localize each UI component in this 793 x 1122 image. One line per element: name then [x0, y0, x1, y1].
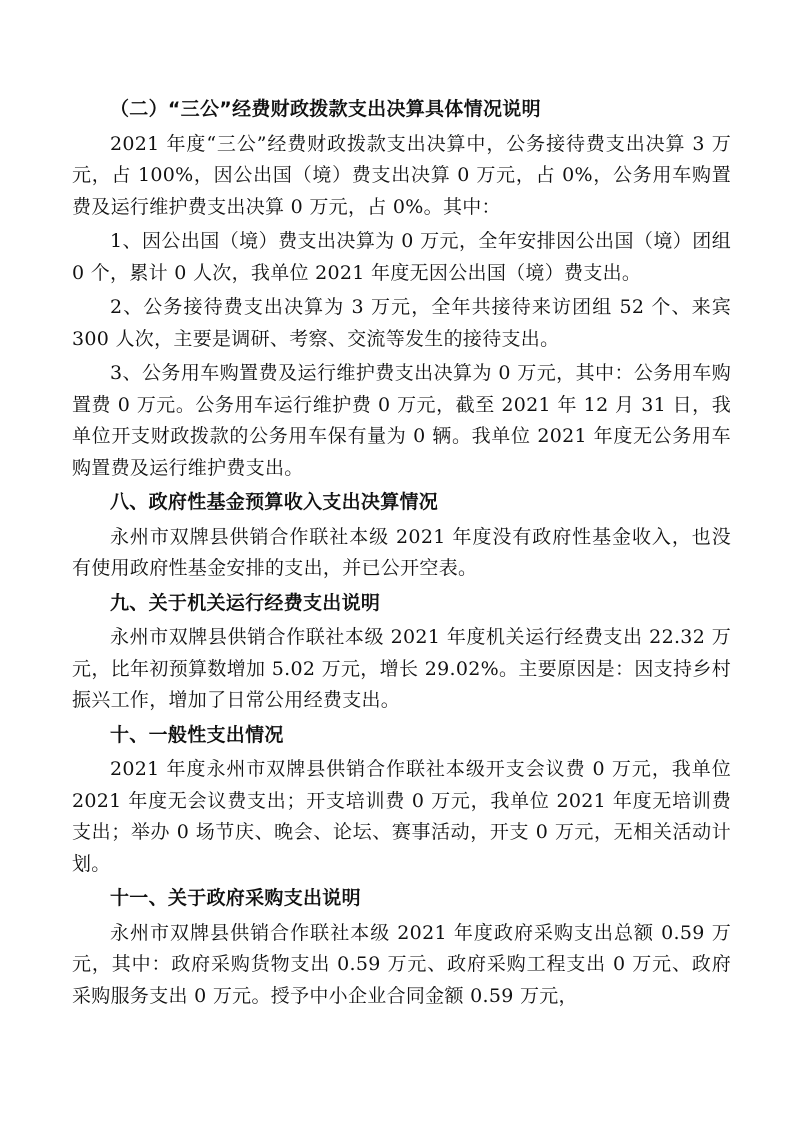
paragraph-reception-expenses: 2、公务接待费支出决算为 3 万元，全年共接待来访团组 52 个、来宾 300 人次，主要是调研、考察、交流等发生的接待支出。: [72, 296, 731, 350]
paragraph-three-public-summary: 2021 年度“三公”经费财政拨款支出决算中，公务接待费支出决算 3 万元，占 100%，因公出国（境）费支出决算 0 万元，占 0%，公务用车购置费及运行维护费支出决算 0 万元，占 0%。其中：: [72, 132, 731, 218]
paragraph-overseas-expenses: 1、因公出国（境）费支出决算为 0 万元，全年安排因公出国（境）团组 0 个，累计 0 人次，我单位 2021 年度无因公出国（境）费支出。: [72, 230, 731, 284]
section-heading-government-fund: 八、政府性基金预算收入支出决算情况: [110, 491, 439, 513]
section-heading-general-expenses: 十、一般性支出情况: [110, 723, 284, 746]
section-heading-procurement: 十一、关于政府采购支出说明: [110, 887, 361, 909]
paragraph-operating-expenses: 永州市双牌县供销合作联社本级 2021 年度机关运行经费支出 22.32 万元，比年初预算数增加 5.02 万元，增长 29.02%。主要原因是：因支持乡村振兴工作，增加了日常公用经费支出。: [72, 626, 731, 711]
section-heading-operating-expenses: 九、关于机关运行经费支出说明: [110, 591, 381, 614]
paragraph-vehicle-expenses: 3、公务用车购置费及运行维护费支出决算为 0 万元，其中：公务用车购置费 0 万元。公务用车运行维护费 0 万元，截至 2021 年 12 月 31 日，我单位开支财政拨款的公务用车保有量为 0 辆。我单位 2021 年度无公务用车购置费及运行维护费支出。: [72, 362, 731, 479]
section-heading-three-public-expenses: （二）“三公”经费财政拨款支出决算具体情况说明: [110, 98, 541, 120]
paragraph-procurement: 永州市双牌县供销合作联社本级 2021 年度政府采购支出总额 0.59 万元，其中：政府采购货物支出 0.59 万元、政府采购工程支出 0 万元、政府采购服务支出 0 万元。授予中小企业合同金额 0.59 万元，: [72, 921, 731, 1007]
paragraph-government-fund: 永州市双牌县供销合作联社本级 2021 年度没有政府性基金收入，也没有使用政府性基金安排的支出，并已公开空表。: [72, 525, 731, 579]
paragraph-general-expenses: 2021 年度永州市双牌县供销合作联社本级开支会议费 0 万元，我单位 2021 年度无会议费支出；开支培训费 0 万元，我单位 2021 年度无培训费支出；举办 0 场节庆、晚会、论坛、赛事活动，开支 0 万元，无相关活动计划。: [72, 758, 731, 875]
